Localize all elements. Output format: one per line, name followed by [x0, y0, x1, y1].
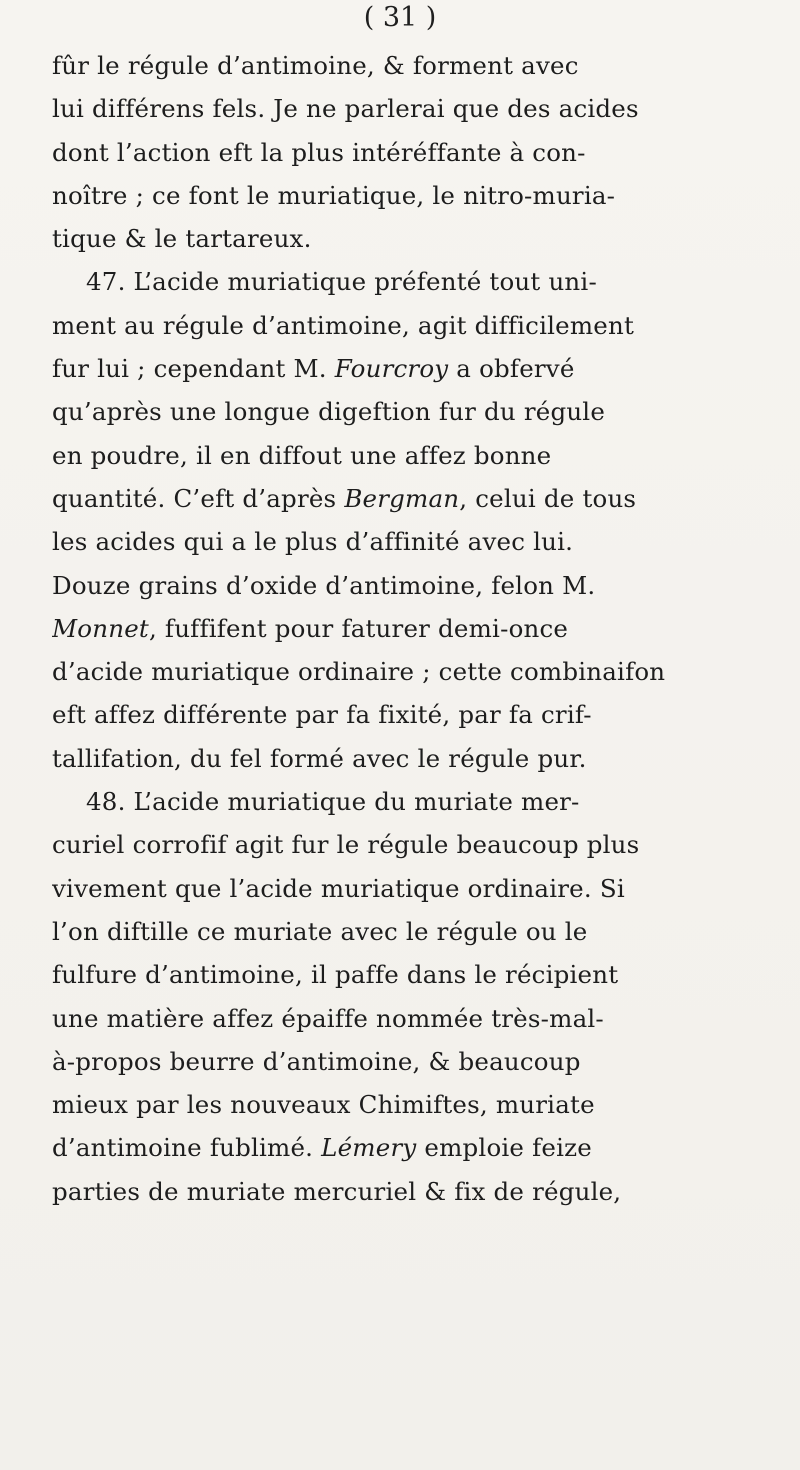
- text-line: [52, 390, 792, 433]
- text-line: [52, 347, 792, 390]
- text-line: [52, 1126, 792, 1169]
- text-line: [52, 823, 792, 866]
- text-span: dont l’action eft la plus intéréffante à con-: [52, 137, 586, 167]
- text-span: a obfervé: [448, 354, 575, 384]
- text-line: [52, 434, 792, 477]
- text-line: [52, 477, 792, 520]
- text-line: [52, 174, 792, 217]
- text-span: fur lui ; cependant M.: [52, 354, 335, 384]
- text-line: [52, 867, 792, 910]
- text-span: à-propos beurre d’antimoine, & beaucoup: [52, 1046, 581, 1076]
- text-line: [52, 1083, 792, 1126]
- text-span: , celui de tous: [459, 483, 637, 513]
- text-line: [52, 693, 792, 736]
- text-span: ment au régule d’antimoine, agit difficilement: [52, 310, 635, 340]
- text-span: 48. L’acide muriatique du muriate mer-: [86, 787, 580, 817]
- text-span: d’antimoine fublimé.: [52, 1133, 322, 1163]
- text-line: [52, 910, 792, 953]
- text-line: [52, 997, 792, 1040]
- text-span: qu’après une longue digeftion fur du régule: [52, 397, 606, 427]
- text-line: [52, 44, 792, 87]
- text-span: lui différens fels. Je ne parlerai que des acides: [52, 94, 639, 124]
- text-line: [52, 1170, 792, 1213]
- text-line: [52, 260, 792, 303]
- text-line: [52, 87, 792, 130]
- text-line: [52, 1040, 792, 1083]
- text-span: emploie feize: [416, 1133, 592, 1163]
- text-span: Douze grains d’oxide d’antimoine, felon M.: [52, 570, 596, 600]
- text-line: [52, 953, 792, 996]
- text-line: [52, 650, 792, 693]
- text-span: tallifation, du fel formé avec le régule pur.: [52, 743, 587, 773]
- text-span: fulfure d’antimoine, il paffe dans le récipient: [52, 960, 619, 990]
- text-span: mieux par les nouveaux Chimiftes, muriate: [52, 1090, 595, 1120]
- text-line: [52, 217, 792, 260]
- text-line: [52, 304, 792, 347]
- italic-name: Fourcroy: [334, 354, 449, 384]
- text-span: noître ; ce font le muriatique, le nitro-muria-: [52, 180, 616, 210]
- italic-name: Lémery: [321, 1133, 417, 1163]
- text-span: , fuffifent pour faturer demi-once: [148, 613, 569, 643]
- text-span: d’acide muriatique ordinaire ; cette combinaifon: [52, 657, 666, 687]
- text-span: 47. L’acide muriatique préfenté tout uni-: [86, 267, 597, 297]
- text-line: [52, 564, 792, 607]
- text-span: en poudre, il en diffout une affez bonne: [52, 440, 552, 470]
- text-line: [52, 520, 792, 563]
- italic-name: Monnet: [52, 613, 149, 643]
- italic-name: Bergman: [344, 483, 460, 513]
- body-text: [52, 44, 792, 1213]
- text-line: [52, 607, 792, 650]
- text-span: curiel corrofif agit fur le régule beaucoup plus: [52, 830, 640, 860]
- text-span: parties de muriate mercuriel & fix de régule,: [52, 1176, 622, 1206]
- text-span: fûr le régule d’antimoine, & forment avec: [52, 51, 579, 80]
- text-line: [52, 780, 792, 823]
- text-span: l’on diftille ce muriate avec le régule ou le: [52, 916, 588, 946]
- text-span: eft affez différente par fa fixité, par fa crif-: [52, 700, 592, 730]
- text-line: [52, 131, 792, 174]
- text-line: [52, 737, 792, 780]
- text-span: les acides qui a le plus d’affinité avec lui.: [52, 527, 574, 557]
- text-span: vivement que l’acide muriatique ordinaire. Si: [52, 873, 625, 903]
- text-span: quantité. C’eft d’après: [52, 483, 345, 513]
- text-span: tique & le tartareux.: [52, 224, 312, 254]
- page-number: ( 31 ): [363, 2, 437, 33]
- text-span: une matière affez épaiffe nommée très-mal-: [52, 1003, 604, 1033]
